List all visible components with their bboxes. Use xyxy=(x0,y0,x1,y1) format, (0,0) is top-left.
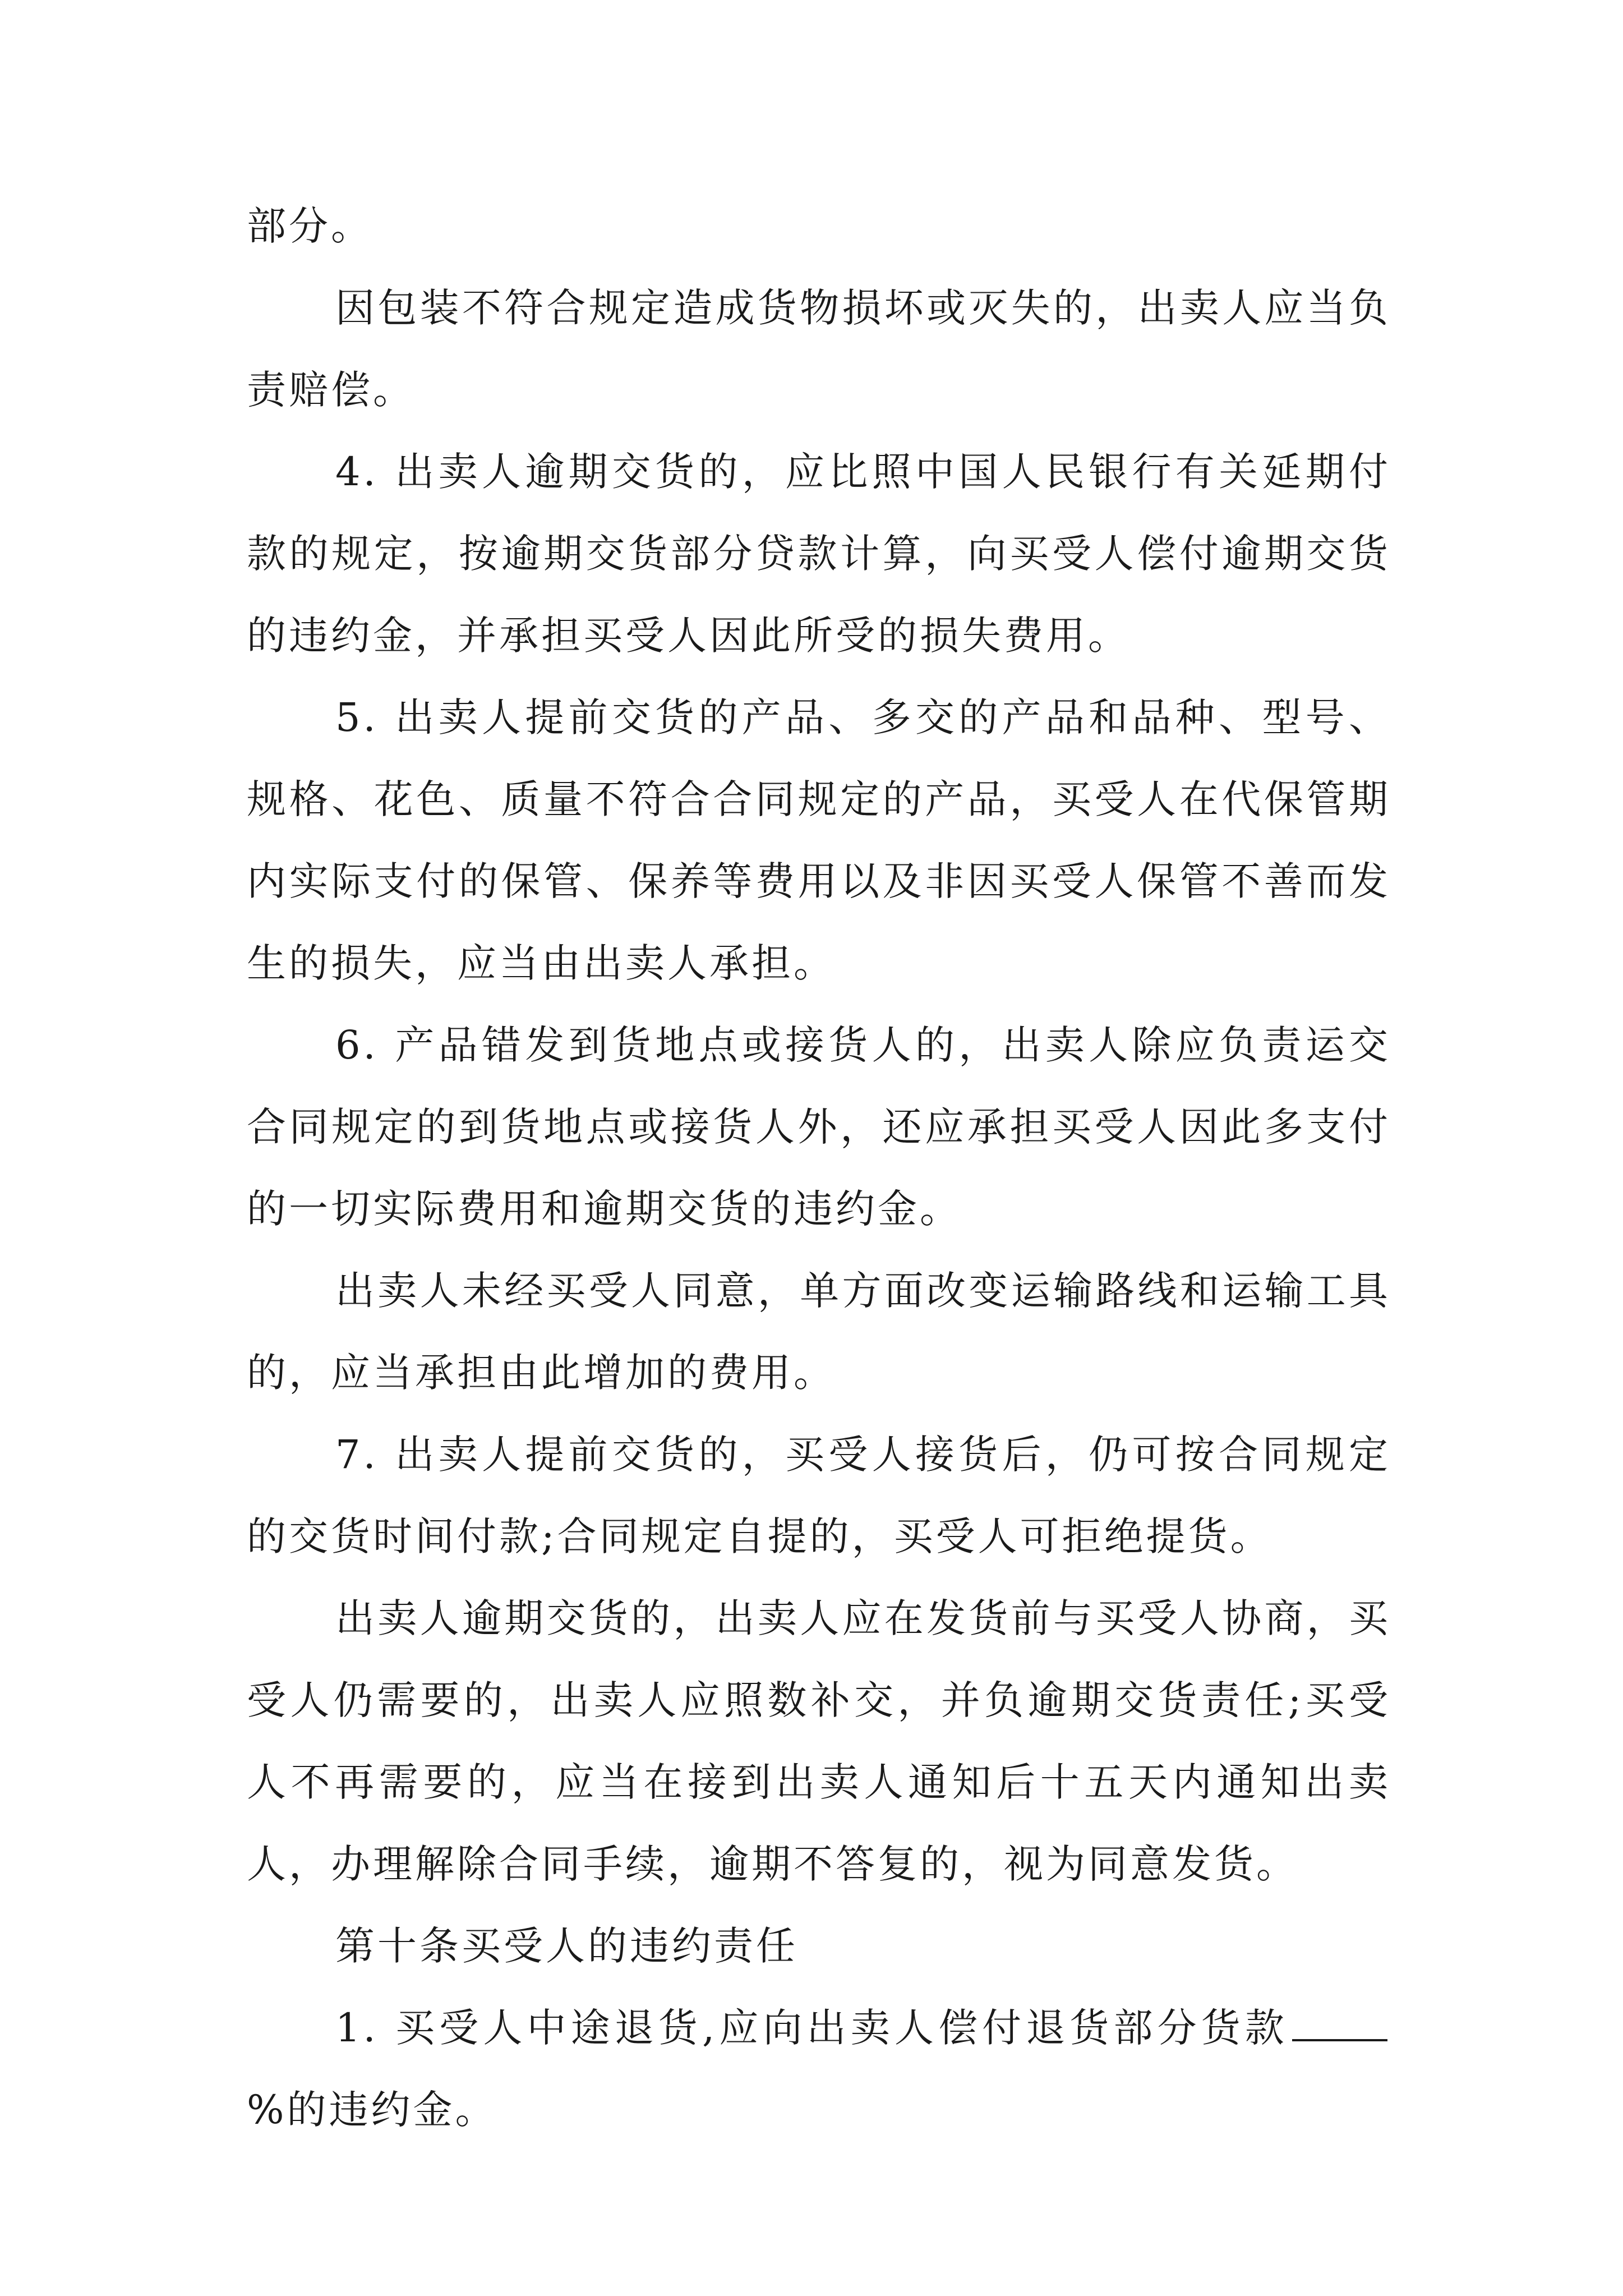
paragraph-buyer-clause-1 xyxy=(247,1987,1391,2151)
section-heading-article-10: 第十条买受人的违约责任 xyxy=(335,1923,798,1969)
paragraph-late-delivery: 出卖人逾期交货的，出卖人应在发货前与买受人协商，买受人仍需要的，出卖人应照数补交，并负逾期交货责任;买受人不再需要的，应当在接到出卖人通知后十五天内通知出卖人，办理解除合同手续，逾期不答复的，视为同意发货。 xyxy=(247,1595,1391,1887)
paragraph-continuation: 部分。 xyxy=(247,203,373,249)
paragraph-clause-7: 7. 出卖人提前交货的，买受人接货后，仍可按合同规定的交货时间付款;合同规定自提的，买受人可拒绝提货。 xyxy=(247,1432,1391,1559)
percentage-blank-field[interactable] xyxy=(1292,2007,1387,2041)
document-body xyxy=(247,185,1391,2151)
clause-1-text: 1. 买受人中途退货,应向出卖人偿付退货部分货款 xyxy=(335,2005,1289,2051)
paragraph-clause-4: 4. 出卖人逾期交货的，应比照中国人民银行有关延期付款的规定，按逾期交货部分贷款计算，向买受人偿付逾期交货的违约金，并承担买受人因此所受的损失费用。 xyxy=(247,449,1391,659)
paragraph-clause-5: 5. 出卖人提前交货的产品、多交的产品和品种、型号、规格、花色、质量不符合合同规定的产品，买受人在代保管期内实际支付的保管、保养等费用以及非因买受人保管不善而发生的损失，应当由出卖人承担。 xyxy=(247,694,1391,986)
paragraph-packaging-liability: 因包装不符合规定造成货物损坏或灭失的，出卖人应当负责赔偿。 xyxy=(247,285,1391,413)
paragraph-clause-6: 6. 产品错发到货地点或接货人的，出卖人除应负责运交合同规定的到货地点或接货人外，还应承担买受人因此多支付的一切实际费用和逾期交货的违约金。 xyxy=(247,1022,1391,1232)
paragraph-transport-change: 出卖人未经买受人同意，单方面改变运输路线和运输工具的，应当承担由此增加的费用。 xyxy=(247,1268,1391,1396)
clause-1-suffix: %的违约金。 xyxy=(247,2087,497,2133)
